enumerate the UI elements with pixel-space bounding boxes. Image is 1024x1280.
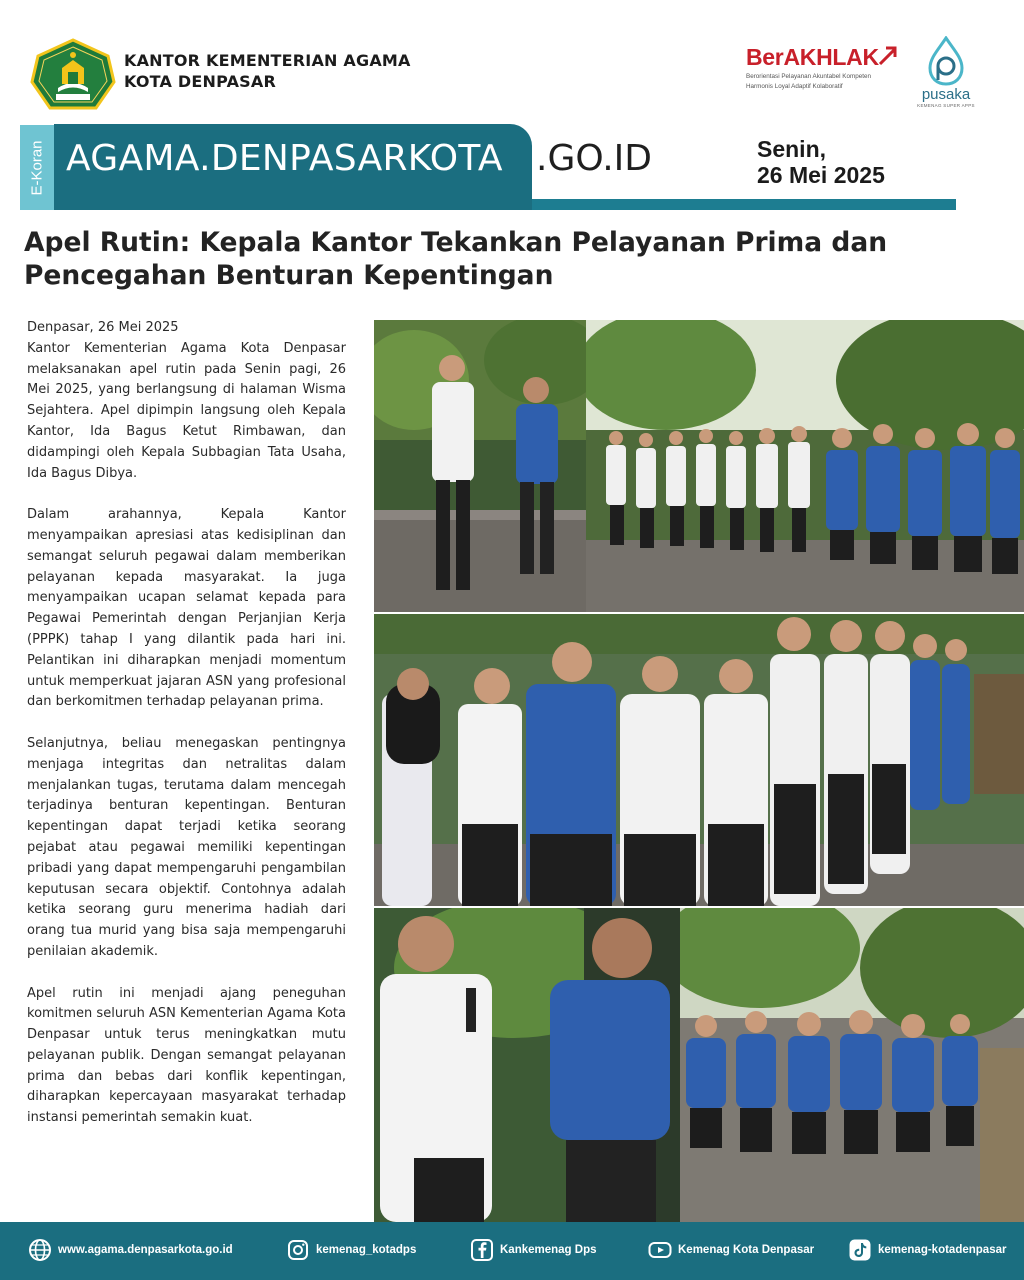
footer-website-text: www.agama.denpasarkota.go.id	[58, 1244, 233, 1256]
issue-date-value: 26 Mei 2025	[757, 162, 885, 188]
photo-batik-uniform-group	[680, 908, 1024, 1222]
pusaka-logo	[910, 36, 982, 112]
berakhlak-tagline-1: Berorientasi Pelayanan Akuntabel Kompeten	[746, 73, 871, 80]
photo-employees-lineup	[586, 320, 1024, 612]
footer-tiktok-link[interactable]	[848, 1236, 1006, 1264]
pusaka-wordmark: pusaka	[921, 86, 971, 103]
youtube-icon	[648, 1238, 672, 1262]
site-name: AGAMA.DENPASARKOTA	[66, 138, 503, 179]
berakhlak-wordmark: BerAKHLAK	[746, 44, 879, 70]
footer-website-link[interactable]	[28, 1236, 233, 1264]
facebook-icon	[470, 1238, 494, 1262]
issue-day: Senin,	[757, 136, 827, 162]
footer-instagram-text: kemenag_kotadps	[316, 1244, 417, 1256]
article-title-line-1: Apel Rutin: Kepala Kantor Tekankan Pelayanan Prima dan	[24, 227, 888, 258]
footer-bar	[0, 1222, 1024, 1280]
article-body	[27, 318, 346, 1150]
article-paragraph-4: Apel rutin ini menjadi ajang peneguhan komitmen seluruh ASN Kementerian Agama Kota Denpasar untuk terus meningkatkan mutu pelayanan publik. Dengan semangat pelayanan prima dan bebas dari konflik kepentingan, diharapkan kepercayaan masyarakat terhadap instansi pemerintah semakin kuat.	[27, 985, 346, 1126]
kemenag-emblem-logo	[30, 38, 116, 112]
article-paragraph-3: Selanjutnya, beliau menegaskan pentingnya menjaga integritas dan netralitas dalam menjalankan tugas, terutama dalam mencegah terjadinya benturan kepentingan. Benturan kepentingan dapat terjadi ketika seorang pejabat atau pegawai memiliki kepentingan pribadi yang dapat mempengaruhi pengambilan keputusan secara objektif. Contohnya adalah ketika seorang guru menerima hadiah dari orang tua murid yang bisa saja mempengaruhi penilaian akademik.	[27, 735, 346, 959]
office-line-2: KOTA DENPASAR	[124, 72, 276, 91]
footer-tiktok-text: kemenag-kotadenpasar	[878, 1244, 1007, 1256]
article-title-line-2: Pencegahan Benturan Kepentingan	[24, 260, 554, 291]
photo-officials-garden	[374, 320, 586, 612]
office-line-1: KANTOR KEMENTERIAN AGAMA	[124, 51, 411, 70]
berakhlak-arrow-icon	[878, 44, 898, 66]
berakhlak-tagline-2: Harmonis Loyal Adaptif Kolaboratif	[746, 82, 843, 90]
site-domain-suffix: .GO.ID	[536, 138, 652, 179]
pusaka-drop-icon	[926, 36, 966, 86]
article-title	[24, 226, 984, 292]
article-dateline: Denpasar, 26 Mei 2025	[27, 320, 179, 335]
tiktok-icon	[848, 1238, 872, 1262]
globe-icon	[28, 1238, 52, 1262]
article-paragraph-1: Kantor Kementerian Agama Kota Denpasar melaksanakan apel rutin pada Senin pagi, 26 Mei 2025, yang berlangsung di halaman Wisma Sejahtera. Apel dipimpin langsung oleh Kepala Kantor, Ida Bagus Ketut Rimbawan, dan didampingi oleh Kepala Subbagian Tata Usaha, Ida Bagus Dibya.	[27, 340, 346, 481]
e-koran-label	[20, 125, 54, 210]
instagram-icon	[286, 1238, 310, 1262]
e-koran-text: E-Koran	[28, 139, 46, 196]
footer-instagram-link[interactable]	[286, 1236, 416, 1264]
photo-officials-speaking	[374, 908, 680, 1222]
footer-facebook-link[interactable]	[470, 1236, 597, 1264]
footer-youtube-link[interactable]	[648, 1236, 814, 1264]
photo-front-row-employees	[374, 614, 1024, 906]
office-name	[124, 50, 411, 92]
article-paragraph-2: Dalam arahannya, Kepala Kantor menyampaikan apresiasi atas kedisiplinan dan semangat seluruh pegawai dalam memberikan pelayanan kepada masyarakat. Ia juga menyampaikan ucapan selamat kepada para Pegawai Pemerintah dengan Perjanjian Kerja (PPPK) tahap I yang dilantik pada hari ini. Pelantikan ini diharapkan menjadi momentum untuk memperkuat jajaran ASN yang profesional dan berkomitmen terhadap pelayanan prima.	[27, 507, 346, 710]
pusaka-subtitle: KEMENAG SUPER APPS	[917, 103, 975, 108]
issue-date	[757, 136, 885, 188]
footer-youtube-text: Kemenag Kota Denpasar	[678, 1244, 815, 1256]
berakhlak-logo	[746, 44, 906, 104]
footer-facebook-text: Kankemenag Dps	[500, 1244, 597, 1256]
